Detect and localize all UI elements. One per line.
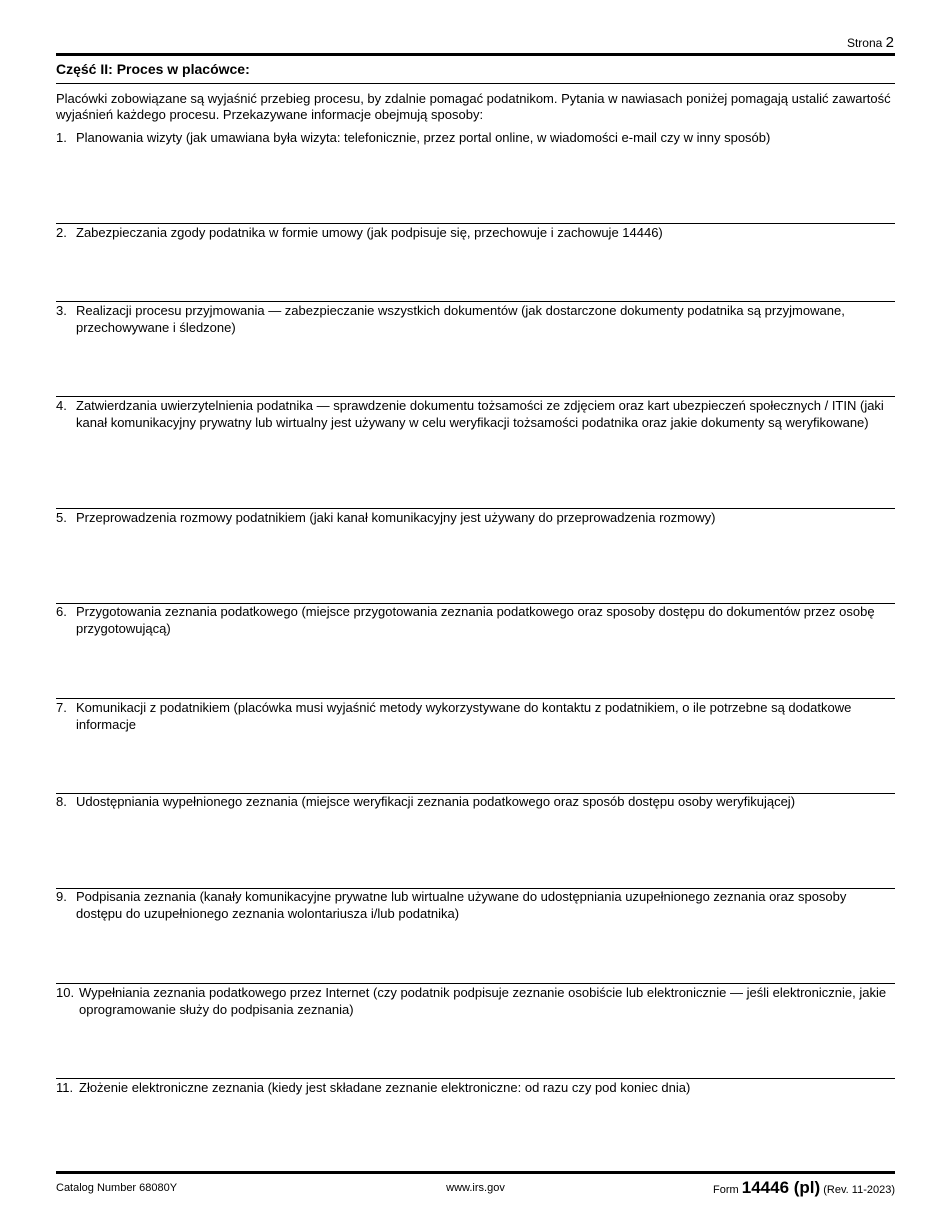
footer <box>56 1178 895 1198</box>
form-revision: (Rev. 11-2023) <box>823 1184 895 1196</box>
part-intro: Placówki zobowiązane są wyjaśnić przebieg procesu, by zdalnie pomagać podatnikom. Pytania w nawiasach poniżej pomagają ustalić zawartość wyjaśnień każdego procesu. Przekazywane informacje obejmują sposoby: <box>56 91 891 122</box>
footer-rule <box>56 1171 895 1174</box>
item-number: 5. <box>56 510 67 525</box>
item-number: 11. <box>56 1080 74 1095</box>
header-rule <box>56 53 895 56</box>
list-item <box>56 224 895 241</box>
item-number: 10. <box>56 985 75 1000</box>
list-item <box>56 302 895 336</box>
item-number: 9. <box>56 889 67 904</box>
item-text: Udostępniania wypełnionego zeznania (miejsce weryfikacji zeznania podatkowego oraz sposób dostępu osoby weryfikującej) <box>76 794 796 809</box>
page-number <box>847 35 894 51</box>
item-number: 4. <box>56 398 67 413</box>
page-label: Strona <box>846 36 883 50</box>
item-number: 8. <box>56 794 67 809</box>
page-number-value: 2 <box>885 34 894 51</box>
list-item <box>56 984 895 1018</box>
item-text: Przygotowania zeznania podatkowego (miejsce przygotowania zeznania podatkowego oraz sposoby dostępu do dokumentów przez osobę przygotowującą) <box>76 604 875 636</box>
item-text: Złożenie elektroniczne zeznania (kiedy jest składane zeznanie elektroniczne: od razu czy pod koniec dnia) <box>79 1080 691 1095</box>
item-text: Planowania wizyty (jak umawiana była wizyta: telefonicznie, przez portal online, w wiadomości e-mail czy w inny sposób) <box>76 130 771 145</box>
list-item <box>56 793 895 810</box>
list-item <box>56 603 895 637</box>
item-number: 6. <box>56 604 67 619</box>
item-number: 7. <box>56 700 67 715</box>
item-text: Komunikacji z podatnikiem (placówka musi wyjaśnić metody wykorzystywane do kontaktu z podatnikiem, o ile potrzebne są dodatkowe informacje <box>76 700 852 732</box>
list-item <box>56 888 895 922</box>
item-text: Realizacji procesu przyjmowania — zabezpieczanie wszystkich dokumentów (jak dostarczone dokumenty podatnika są przyjmowane, przechowywane i śledzone) <box>76 303 845 335</box>
form-identifier <box>713 1178 895 1198</box>
item-number: 2. <box>56 225 67 240</box>
item-text: Zatwierdzania uwierzytelnienia podatnika — sprawdzenie dokumentu tożsamości ze zdjęciem oraz kart ubezpieczeń społecznych / ITIN (jaki kanał komunikacyjny prywatny lub wirtualny jest używany w celu weryfikacji tożsamości podatnika oraz jakie dokumenty są weryfikowane) <box>76 398 884 430</box>
item-number: 1. <box>56 130 67 145</box>
list-item <box>56 509 895 526</box>
part-title-rule <box>56 83 895 84</box>
form-label: Form <box>713 1184 739 1196</box>
list-item <box>56 1079 895 1096</box>
list-item <box>56 397 895 431</box>
list-item <box>56 129 895 146</box>
item-text: Zabezpieczania zgody podatnika w formie umowy (jak podpisuje się, przechowuje i zachowuje 14446) <box>76 225 663 240</box>
item-text: Przeprowadzenia rozmowy podatnikiem (jaki kanał komunikacyjny jest używany do przeprowadzenia rozmowy) <box>76 510 716 525</box>
item-text: Podpisania zeznania (kanały komunikacyjne prywatne lub wirtualne używane do udostępniania uzupełnionego zeznania oraz sposoby dostępu do uzupełnionego zeznania wolontariusza i/lub podatnika) <box>76 889 847 921</box>
form-number: 14446 (pl) <box>741 1178 821 1197</box>
item-number: 3. <box>56 303 67 318</box>
list-item <box>56 699 895 733</box>
catalog-number: Catalog Number 68080Y <box>56 1182 178 1194</box>
item-text: Wypełniania zeznania podatkowego przez Internet (czy podatnik podpisuje zeznanie osobiście lub elektronicznie — jeśli elektronicznie, jakie oprogramowanie służy do podpisania zeznania) <box>79 985 887 1017</box>
part-title: Część II: Proces w placówce: <box>56 61 250 77</box>
website-link[interactable]: www.irs.gov <box>446 1182 505 1194</box>
